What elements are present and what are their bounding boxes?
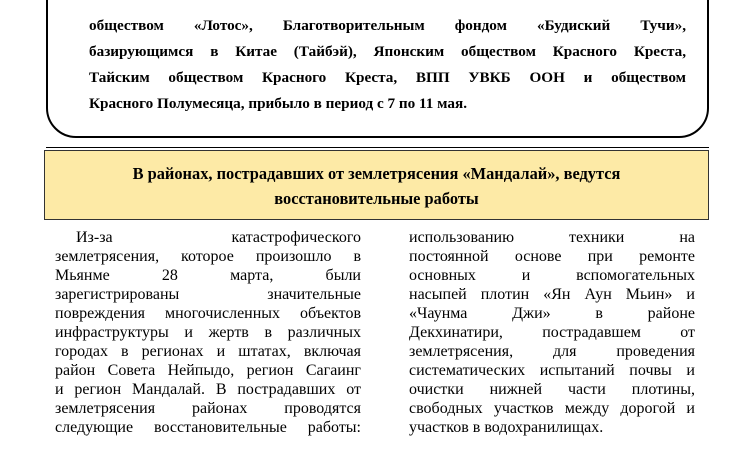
section-heading-line: восстановительные работы <box>274 189 479 208</box>
callout-text <box>89 13 686 117</box>
article-line: «Чаунма Джи» в районе <box>409 305 695 322</box>
divider-rule <box>46 147 709 148</box>
article-line: повреждения многочисленных объектов <box>55 305 361 322</box>
section-heading-box <box>44 150 709 220</box>
callout-line: базирующимся в Китае (Тайбэй), Японским обществом Красного Креста, <box>89 43 686 60</box>
article-column-left <box>55 228 361 437</box>
article-line: участков в водохранилищах. <box>409 419 604 436</box>
callout-line: обществом «Лотос», Благотворительным фондом «Будиский Тучи», <box>89 17 686 34</box>
article-line: Декхинатири, пострадавшем от <box>409 324 695 341</box>
article-line: городах в регионах и штатах, включая <box>55 343 361 360</box>
callout-line: Красного Полумесяца, прибыло в период с 7 по 11 мая. <box>89 95 468 112</box>
article-line: землетрясения, которое произошло в <box>55 248 361 265</box>
article-line: район Совета Нейпыдо, регион Сагаинг <box>55 362 361 379</box>
article-line: и регион Мандалай. В пострадавших от <box>55 381 361 398</box>
article-line: зарегистрированы значительные <box>55 286 361 303</box>
article-line: использованию техники на <box>409 229 695 246</box>
article-line: землетрясения районах проводятся <box>55 400 361 417</box>
section-heading-line: В районах, пострадавших от землетрясения «Мандалай», ведутся <box>132 164 621 183</box>
article-column-right <box>409 228 695 437</box>
article-line: основных и вспомогательных <box>409 267 695 284</box>
article-line: землетрясения, для проведения <box>409 343 695 360</box>
callout-line: Тайским обществом Красного Креста, ВПП УВКБ ООН и обществом <box>89 69 686 86</box>
article-line: насыпей плотин «Ян Аун Мьин» и <box>409 286 695 303</box>
article-line: Мьянме 28 марта, были <box>55 267 361 284</box>
article-line: очистки нижней части плотины, <box>409 381 695 398</box>
article-line: постоянной основе при ремонте <box>409 248 695 265</box>
article-line: систематических испытаний почвы и <box>409 362 695 379</box>
section-heading <box>45 161 708 211</box>
article-line: свободных участков между дорогой и <box>409 400 695 417</box>
article-line: следующие восстановительные работы: <box>55 419 361 436</box>
article-line: Из-за катастрофического <box>76 229 361 246</box>
article-line: инфраструктуры и жертв в различных <box>55 324 361 341</box>
